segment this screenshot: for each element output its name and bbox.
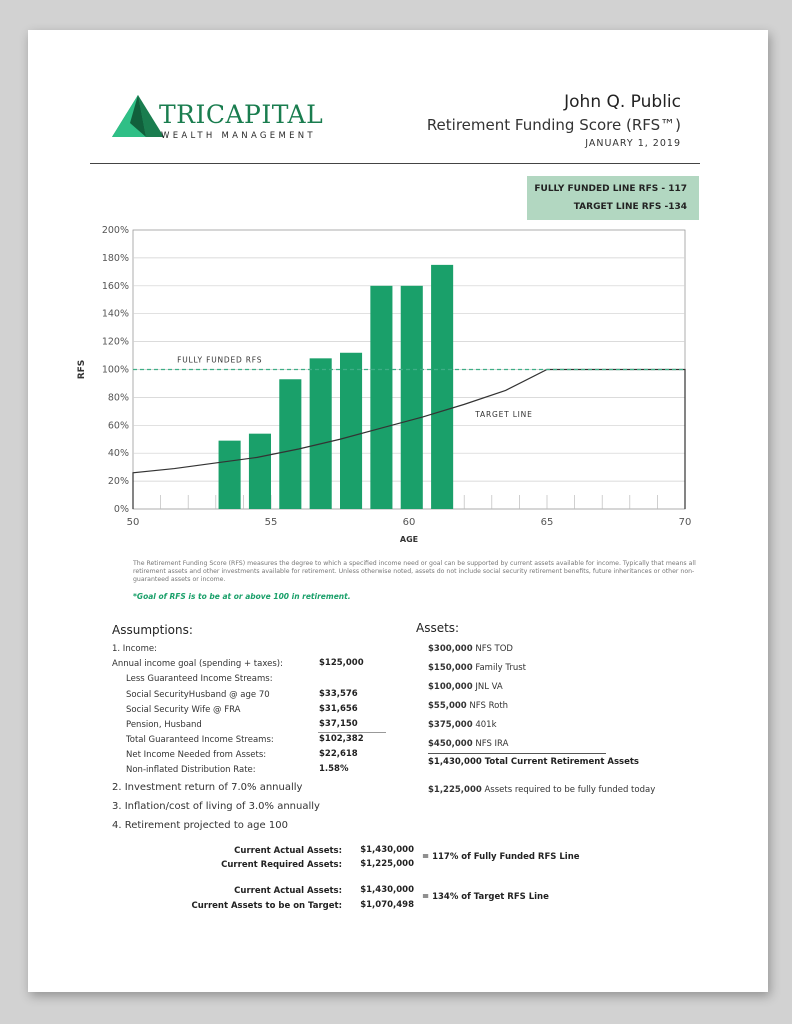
y-tick-label: 200% — [101, 225, 129, 236]
assumption-label: Social SecurityHusband @ age 70 — [126, 690, 270, 700]
y-tick-label: 140% — [101, 308, 129, 320]
assumption-label: Pension, Husband — [126, 720, 202, 730]
summary-value: $1,070,498 — [360, 900, 414, 910]
assumption-value: $33,576 — [319, 689, 358, 699]
x-tick-label: 60 — [402, 517, 416, 528]
assumption-value: $22,618 — [319, 749, 358, 759]
logo-wordmark: TRICAPITAL — [159, 100, 324, 129]
asset-label: 401k — [475, 720, 497, 730]
assets-total-label: Total Current Retirement Assets — [484, 757, 639, 767]
assumption-label: Annual income goal (spending + taxes): — [112, 659, 283, 669]
summary-result: = 117% of Fully Funded RFS Line — [422, 852, 580, 862]
rfs-chart — [28, 30, 768, 560]
summary-result: = 134% of Target RFS Line — [422, 892, 549, 902]
assumptions-divider — [318, 732, 386, 733]
x-tick-label: 65 — [540, 517, 554, 528]
y-tick-label: 160% — [101, 280, 129, 292]
income-heading: 1. Income: — [112, 644, 157, 654]
assumption-value: $37,150 — [319, 719, 358, 729]
assets-required-label: Assets required to be fully funded today — [484, 785, 656, 795]
report-page — [28, 30, 768, 992]
rfs-bar — [249, 434, 271, 509]
asset-row — [428, 720, 497, 730]
rfs-disclaimer: The Retirement Funding Score (RFS) measures the degree to which a specified income need or goal can be supported by current assets available for income. Typically that means all retirement assets and other investments available for retirement. Unless otherwise noted, assets do not include social security retirement benefits, future inheritances or other non-guaranteed assets or income. — [133, 560, 696, 583]
assets-total — [428, 757, 639, 767]
x-tick-label: 50 — [126, 517, 140, 528]
y-tick-label: 120% — [101, 336, 129, 348]
logo-subtitle: WEALTH MANAGEMENT — [161, 131, 316, 141]
asset-label: Family Trust — [475, 663, 526, 673]
assumption-label: Less Guaranteed Income Streams: — [126, 674, 273, 684]
assumptions-title: Assumptions: — [112, 623, 193, 637]
assets-total-amount: $1,430,000 — [428, 757, 482, 767]
assets-required — [428, 785, 655, 795]
assumption-label: Non-inflated Distribution Rate: — [126, 765, 256, 775]
asset-row — [428, 663, 526, 673]
rfs-bar — [219, 441, 241, 509]
summary-label: Current Assets to be on Target: — [191, 901, 342, 911]
x-tick-label: 70 — [678, 517, 692, 528]
y-tick-label: 80% — [107, 392, 129, 404]
assumption-value: $31,656 — [319, 704, 358, 714]
rfs-bar — [401, 286, 423, 509]
assumption-label: Total Guaranteed Income Streams: — [126, 735, 274, 745]
rfs-bar — [340, 353, 362, 509]
y-axis-title: RFS — [77, 359, 87, 380]
assumption-item: 2. Investment return of 7.0% annually — [112, 782, 303, 793]
rfs-goal-note: *Goal of RFS is to be at or above 100 in retirement. — [133, 592, 351, 601]
summary-label: Current Actual Assets: — [234, 846, 342, 856]
y-tick-label: 0% — [113, 504, 129, 515]
asset-label: NFS TOD — [475, 644, 513, 654]
asset-amount: $450,000 — [428, 739, 473, 749]
report-title: Retirement Funding Score (RFS™) — [426, 116, 681, 134]
fully-funded-rfs-text: FULLY FUNDED LINE RFS - 117 — [534, 184, 687, 194]
y-tick-label: 40% — [107, 448, 129, 460]
assets-divider — [428, 753, 606, 754]
asset-label: JNL VA — [475, 682, 503, 692]
asset-row — [428, 701, 508, 711]
assumption-value: $125,000 — [319, 658, 364, 668]
rfs-bar — [431, 265, 453, 509]
report-date: JANUARY 1, 2019 — [585, 138, 681, 149]
asset-amount: $55,000 — [428, 701, 467, 711]
fully-funded-label: FULLY FUNDED RFS — [177, 355, 263, 365]
rfs-bar — [310, 358, 332, 509]
asset-row — [428, 739, 508, 749]
asset-amount: $375,000 — [428, 720, 473, 730]
assumption-value: 1.58% — [319, 764, 349, 774]
y-tick-label: 180% — [101, 252, 129, 264]
asset-amount: $300,000 — [428, 644, 473, 654]
asset-row — [428, 682, 503, 692]
summary-label: Current Required Assets: — [221, 860, 342, 870]
summary-value: $1,225,000 — [360, 859, 414, 869]
target-line-rfs-text: TARGET LINE RFS -134 — [573, 202, 687, 212]
summary-label: Current Actual Assets: — [234, 886, 342, 896]
assumption-item: 3. Inflation/cost of living of 3.0% annually — [112, 801, 320, 812]
asset-row — [428, 644, 513, 654]
summary-value: $1,430,000 — [360, 885, 414, 895]
target-line-label: TARGET LINE — [475, 410, 533, 420]
asset-label: NFS Roth — [469, 701, 509, 711]
assets-required-amount: $1,225,000 — [428, 785, 482, 795]
client-name: John Q. Public — [564, 92, 681, 112]
asset-label: NFS IRA — [475, 739, 509, 749]
y-tick-label: 20% — [107, 476, 129, 488]
assumption-item: 4. Retirement projected to age 100 — [112, 820, 288, 831]
x-axis-title: AGE — [399, 535, 419, 544]
assumption-label: Net Income Needed from Assets: — [126, 750, 267, 760]
asset-amount: $100,000 — [428, 682, 473, 692]
y-tick-label: 100% — [101, 364, 129, 376]
rfs-bar — [370, 286, 392, 509]
assumption-label: Social Security Wife @ FRA — [126, 705, 241, 715]
assets-title: Assets: — [416, 621, 460, 635]
rfs-bar — [279, 379, 301, 509]
x-tick-label: 55 — [264, 517, 278, 528]
summary-value: $1,430,000 — [360, 845, 414, 855]
y-tick-label: 60% — [107, 420, 129, 432]
asset-amount: $150,000 — [428, 663, 473, 673]
assumption-value: $102,382 — [319, 734, 364, 744]
